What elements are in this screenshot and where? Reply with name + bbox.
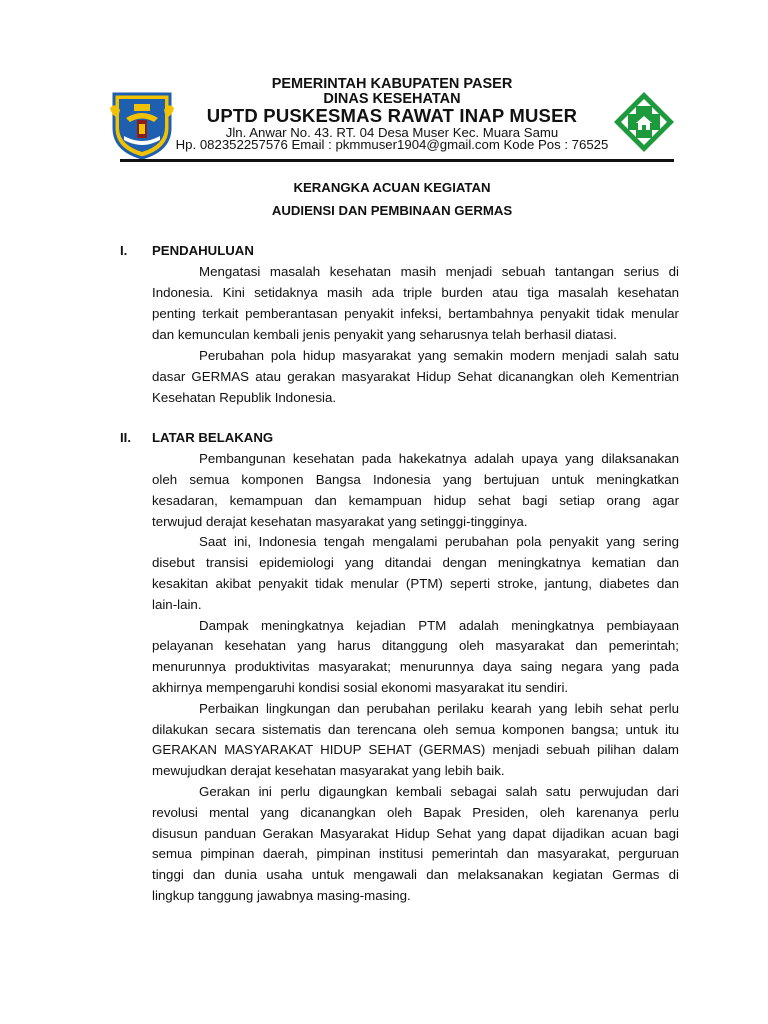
section-heading: PENDAHULUAN: [152, 243, 254, 258]
section-heading: LATAR BELAKANG: [152, 430, 274, 445]
paragraph-line: mewujudkan derajat kesehatan masyarakat yang lebih baik.: [152, 763, 505, 778]
letterhead-government: PEMERINTAH KABUPATEN PASER: [271, 76, 513, 92]
paragraph-line: dasar GERMAS atau gerakan masyarakat Hidup Sehat dicanangkan oleh Kementrian: [152, 369, 679, 384]
letterhead-address: Jln. Anwar No. 43. RT. 04 Desa Muser Kec. Muara Samu: [225, 125, 559, 140]
paragraph-line: Kesehatan Republik Indonesia.: [152, 390, 337, 405]
paragraph-line: Mengatasi masalah kesehatan masih menjadi sebuah tantangan serius di: [199, 264, 679, 279]
paragraph-line: Pembangunan kesehatan pada hakekatnya adalah upaya yang dilaksanakan: [199, 451, 679, 466]
letterhead-institution: UPTD PUSKESMAS RAWAT INAP MUSER: [206, 105, 578, 126]
paragraph-line: GERAKAN MASYARAKAT HIDUP SEHAT (GERMAS) menjadi sebuah pilihan dalam: [152, 742, 679, 757]
paragraph-line: disebut transisi epidemiologi yang ditandai dengan meningkatnya kematian dan: [152, 555, 679, 570]
paragraph-line: Indonesia. Kini setidaknya masih ada triple burden atau tiga masalah kesehatan: [152, 285, 679, 300]
paragraph-line: terwujud derajat kesehatan masyarakat yang setinggi-tingginya.: [152, 514, 528, 529]
paragraph-line: dan kemunculan kembali jenis penyakit yang seharusnya telah berhasil diatasi.: [152, 327, 617, 342]
paragraph-line: dilakukan secara sistematis dan terencana oleh semua komponen bangsa; untuk itu: [152, 722, 679, 737]
letterhead-divider: [120, 159, 674, 162]
document-title: KERANGKA ACUAN KEGIATAN: [293, 180, 491, 195]
paragraph-line: menurunnya produktivitas masyarakat; menurunnya daya saing negara yang pada: [152, 659, 679, 674]
paragraph-line: Perubahan pola hidup masyarakat yang semakin modern menjadi salah satu: [199, 348, 679, 363]
section-number: II.: [120, 430, 131, 445]
document-subtitle: AUDIENSI DAN PEMBINAAN GERMAS: [271, 203, 513, 218]
paragraph-line: semua pimpinan daerah, pimpinan institusi pemerintah dan masyarakat, perguruan: [152, 846, 679, 861]
paragraph-line: Dampak meningkatnya kejadian PTM adalah meningkatnya pembiayaan: [199, 618, 679, 633]
paragraph-line: oleh semua komponen Bangsa Indonesia yang bertujuan untuk meningkatkan: [152, 472, 679, 487]
paragraph-line: kesadaran, kemampuan dan kemampuan hidup sehat bagi setiap orang agar: [152, 493, 679, 508]
paragraph-line: Saat ini, Indonesia tengah mengalami perubahan pola penyakit yang sering: [199, 534, 679, 549]
paragraph-line: Perbaikan lingkungan dan perubahan perilaku kearah yang lebih sehat perlu: [199, 701, 679, 716]
letterhead-department: DINAS KESEHATAN: [323, 91, 461, 107]
letterhead-contact: Hp. 082352257576 Email : pkmmuser1904@gmail.com Kode Pos : 76525: [175, 137, 609, 152]
paragraph-line: pelayanan kesehatan yang harus ditanggung oleh masyarakat dan pemerintah;: [152, 638, 679, 653]
paragraph-line: tinggi dan dunia usaha untuk mengawali dan melaksanakan kegiatan Germas di: [152, 867, 679, 882]
paragraph-line: akhirnya mempengaruhi kondisi sosial ekonomi masyarakat itu sendiri.: [152, 680, 569, 695]
paragraph-line: Gerakan ini perlu digaungkan kembali sebagai salah satu perwujudan dari: [199, 784, 679, 799]
paragraph-line: disusun panduan Gerakan Masyarakat Hidup Sehat yang dapat dijadikan acuan bagi: [152, 826, 679, 841]
paragraph-line: penting terkait pemberantasan penyakit infeksi, bertambahnya penyakit tidak menular: [152, 306, 679, 321]
paragraph-line: lain-lain.: [152, 597, 202, 612]
paragraph-line: lingkup tanggung jawabnya masing-masing.: [152, 888, 411, 903]
paragraph-line: kesakitan akibat penyakit tidak menular (PTM) seperti stroke, jantung, diabetes dan: [152, 576, 679, 591]
paragraph-line: revolusi mental yang dicanangkan oleh Bapak Presiden, oleh karenanya perlu: [152, 805, 679, 820]
section-number: I.: [120, 243, 128, 258]
